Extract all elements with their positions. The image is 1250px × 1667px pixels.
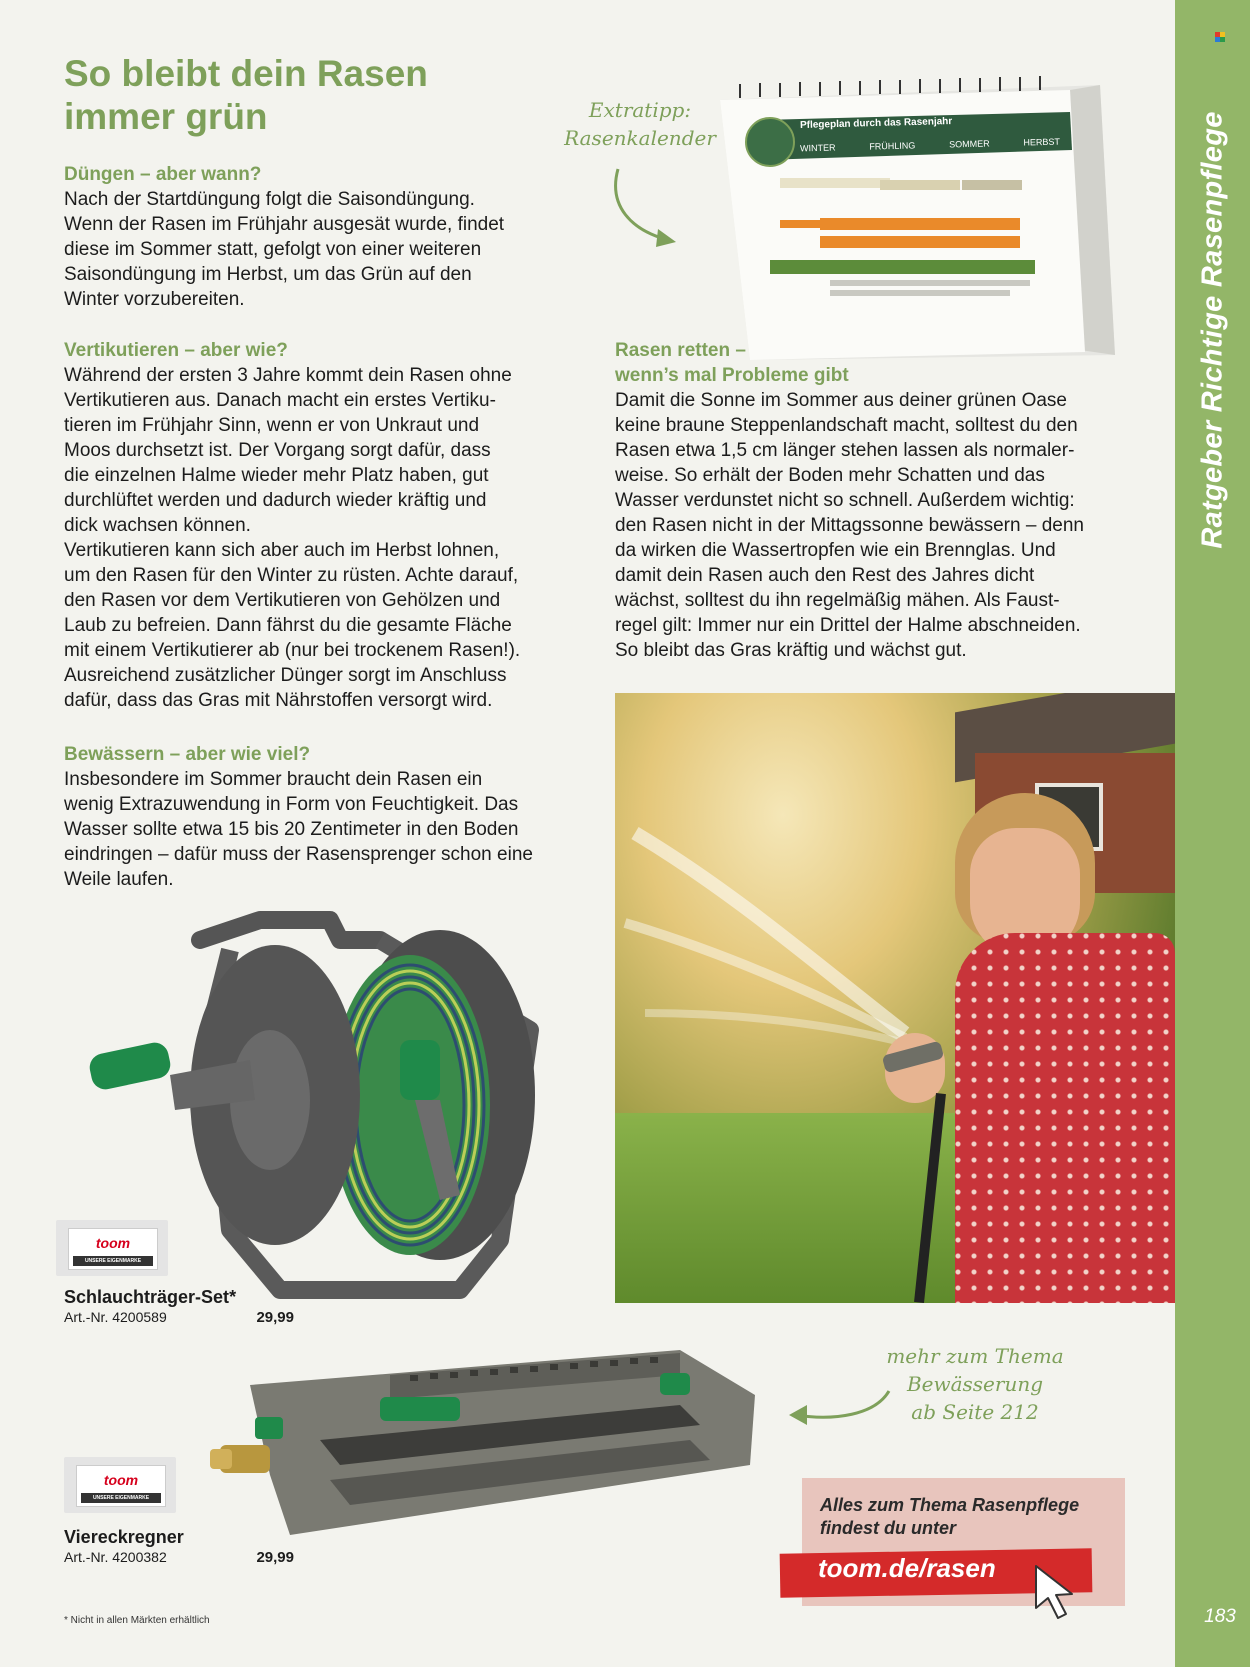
page-number: 183 bbox=[1204, 1606, 1236, 1627]
toom-brand-logo bbox=[64, 1457, 176, 1513]
footnote: * Nicht in allen Märkten erhältlich bbox=[64, 1615, 210, 1626]
arrow-icon bbox=[600, 165, 690, 250]
season-label: HERBST bbox=[1023, 136, 1061, 148]
article-number: Art.-Nr. 4200382 bbox=[64, 1549, 167, 1565]
section-body: Insbesondere im Sommer braucht dein Rasen ein wenig Extrazuwendung in Form von Feuchtigkeit. Das Wasser sollte etwa 15 bis 20 Zentimeter in den Boden eindringen – dafür muss der Rasensprenger schon eine Weile laufen. bbox=[64, 769, 533, 890]
section-heading: Rasen retten – wenn’s mal Probleme gibt bbox=[615, 340, 849, 386]
promo-text: Alles zum Thema Rasenpflege findest du unter bbox=[820, 1495, 1080, 1538]
lawn-calendar-image bbox=[700, 70, 1120, 370]
product-name: Viereckregner bbox=[64, 1527, 184, 1547]
logo-brand: toom bbox=[103, 1472, 139, 1488]
section-vertikutieren bbox=[64, 338, 584, 713]
woman-watering-photo bbox=[615, 693, 1175, 1303]
product-name: Schlauchträger-Set* bbox=[64, 1287, 237, 1307]
arrow-icon bbox=[785, 1385, 895, 1430]
cursor-arrow-icon bbox=[1030, 1562, 1090, 1622]
season-label: FRÜHLING bbox=[869, 140, 916, 152]
water-spray bbox=[615, 813, 915, 1113]
promo-url-link[interactable]: toom.de/rasen bbox=[818, 1553, 996, 1583]
logo-tag: UNSERE EIGENMARKE bbox=[81, 1493, 161, 1503]
woman-blouse bbox=[955, 933, 1175, 1303]
product-price: 29,99 bbox=[256, 1549, 294, 1566]
section-bewaessern bbox=[64, 742, 584, 892]
product-hose-reel bbox=[64, 1287, 294, 1326]
season-label: SOMMER bbox=[949, 138, 990, 150]
article-number: Art.-Nr. 4200589 bbox=[64, 1309, 167, 1325]
section-heading: Düngen – aber wann? bbox=[64, 164, 262, 185]
sprinkler-image bbox=[210, 1345, 770, 1545]
section-body: Damit die Sonne im Sommer aus deiner grünen Oase keine braune Steppenlandschaft macht, solltest du den Rasen etwa 1,5 cm länger stehen lassen als normaler- weise. So erhält der Boden mehr Schatten und das Wasser verdunstet nicht so schnell. Außerdem wichtig: den Rasen nicht in der Mittagssonne bewässern – denn da wirken die Wassertropfen wie ein Brennglas. Und damit dein Rasen auch den Rest des Jahres dicht wächst, solltest du ihn regelmäßig mähen. Als Faust- regel gilt: Immer nur ein Drittel der Halme abschneiden. So bleibt das Gras kräftig und wächst gut. bbox=[615, 390, 1084, 661]
section-heading: Bewässern – aber wie viel? bbox=[64, 744, 311, 765]
section-duengen bbox=[64, 162, 584, 312]
page-title: So bleibt dein Rasen immer grün bbox=[64, 53, 428, 137]
section-heading: Vertikutieren – aber wie? bbox=[64, 340, 288, 361]
toom-brand-logo bbox=[56, 1220, 168, 1276]
section-body: Während der ersten 3 Jahre kommt dein Rasen ohne Vertikutieren aus. Danach macht ein erstes Vertiku- tieren im Frühjahr Sinn, wenn er von Unkraut und Moos durchsetzt ist. Der Vorgang sorgt dafür, dass die einzelnen Halme wieder mehr Platz haben, gut durchlüftet werden und dadurch wieder kräftig und dick wachsen können. Vertikutieren kann sich aber auch im Herbst lohnen, um den Rasen für den Winter zu rüsten. Achte darauf, den Rasen vor dem Vertikutieren von Gehölzen und Laub zu befreien. Dann fährst du die gesamte Fläche mit einem Vertikutierer ab (nur bei trockenem Rasen!). Ausreichend zusätzlicher Dünger sorgt im Anschluss dafür, dass das Gras mit Nährstoffen versorgt wird. bbox=[64, 365, 521, 711]
more-topic-note: mehr zum Thema Bewässerung ab Seite 212 bbox=[886, 1344, 1064, 1424]
logo-brand: toom bbox=[95, 1235, 131, 1251]
sidebar-title-text: Ratgeber Richtige Rasenpflege bbox=[1196, 111, 1228, 549]
product-sprinkler bbox=[64, 1527, 294, 1566]
calendar-header: Pflegeplan durch das Rasenjahr bbox=[799, 116, 953, 131]
product-price: 29,99 bbox=[256, 1309, 294, 1326]
season-label: WINTER bbox=[799, 142, 836, 154]
section-body: Nach der Startdüngung folgt die Saisondüngung. Wenn der Rasen im Frühjahr ausgesät wurde, findet diese im Sommer statt, gefolgt von einer weiteren Saisondüngung im Herbst, um das Grün auf den Winter vorzubereiten. bbox=[64, 189, 505, 310]
calendar-illustration bbox=[700, 70, 1120, 370]
section-retten bbox=[615, 338, 1135, 663]
extratipp-label: Extratipp: Rasenkalender bbox=[564, 98, 716, 150]
sidebar-title bbox=[1175, 0, 1250, 1667]
logo-tag: UNSERE EIGENMARKE bbox=[73, 1256, 153, 1266]
